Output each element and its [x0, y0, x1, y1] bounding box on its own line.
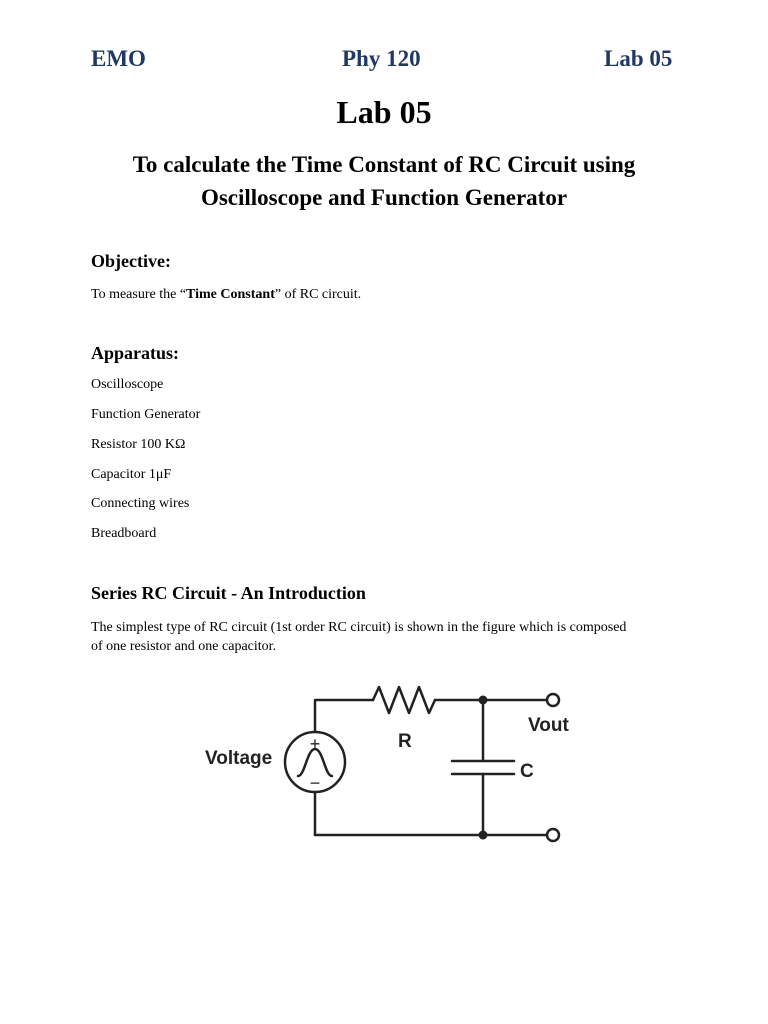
- apparatus-item-connecting-wires: Connecting wires: [91, 496, 190, 511]
- page-title: Lab 05: [336, 94, 432, 130]
- bottom-junction-dot: [479, 831, 488, 840]
- intro-line-1: The simplest type of RC circuit (1st order RC circuit) is shown in the figure which is composed: [91, 620, 627, 635]
- apparatus-item-resistor: Resistor 100 KΩ: [91, 437, 186, 452]
- capacitor-label: C: [520, 761, 534, 782]
- header-course-code: EMO: [91, 46, 146, 71]
- lab-subtitle: [60, 148, 708, 214]
- top-junction-dot: [479, 696, 488, 705]
- resistor-label: R: [398, 731, 412, 752]
- intro-line-2: of one resistor and one capacitor.: [91, 639, 277, 654]
- objective-text: [91, 285, 691, 304]
- plus-sign: +: [309, 734, 321, 754]
- objective-text-before: To measure the “: [91, 287, 187, 302]
- output-terminal-top: [547, 694, 559, 706]
- top-left-wire: [315, 700, 373, 732]
- series-rc-heading: Series RC Circuit - An Introduction: [91, 583, 366, 603]
- apparatus-item-breadboard: Breadboard: [91, 526, 157, 541]
- rc-circuit-diagram: [195, 675, 585, 860]
- voltage-label: Voltage: [205, 748, 273, 769]
- output-terminal-bottom: [547, 829, 559, 841]
- series-rc-intro-text: [91, 618, 691, 656]
- header-lab-number: Lab 05: [604, 46, 673, 71]
- header-course-number: Phy 120: [342, 46, 421, 71]
- resistor-zigzag: [373, 687, 435, 713]
- subtitle-line-1: To calculate the Time Constant of RC Circuit using: [132, 152, 636, 177]
- output-label: Vout: [528, 715, 569, 736]
- objective-text-bold: Time Constant: [186, 287, 275, 302]
- subtitle-line-2: Oscilloscope and Function Generator: [200, 185, 568, 210]
- objective-text-after: ” of RC circuit.: [274, 287, 362, 302]
- apparatus-item-oscilloscope: Oscilloscope: [91, 377, 164, 392]
- minus-sign: −: [309, 773, 321, 793]
- objective-heading: Objective:: [91, 251, 171, 271]
- apparatus-item-capacitor: Capacitor 1μF: [91, 467, 172, 482]
- apparatus-item-function-generator: Function Generator: [91, 407, 201, 422]
- apparatus-heading: Apparatus:: [91, 343, 180, 363]
